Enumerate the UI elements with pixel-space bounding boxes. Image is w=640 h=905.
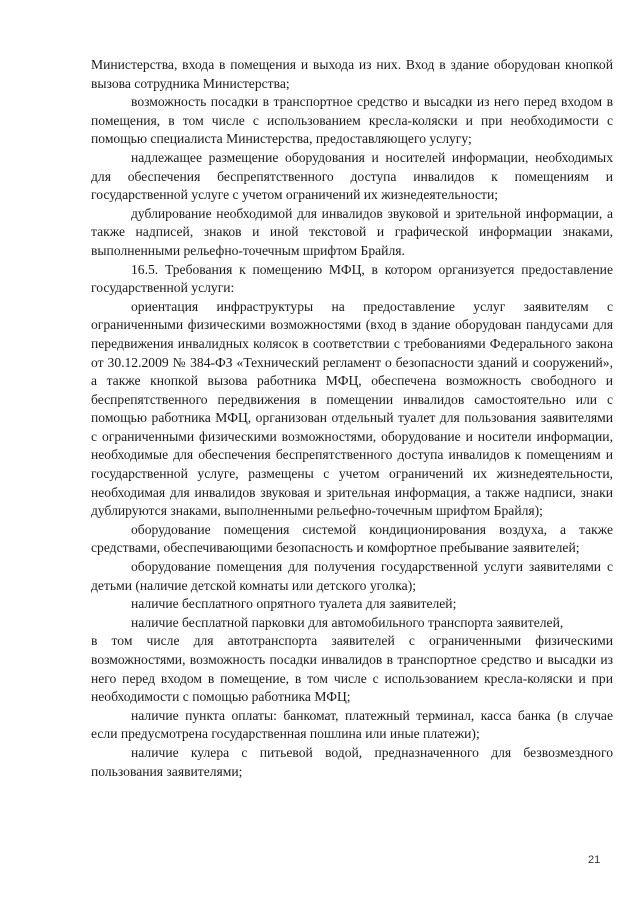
document-body <box>91 56 613 781</box>
paragraph-8: оборудование помещения для получения государственной услуги заявителями с детьми (наличие детской комнаты или детского уголка); <box>91 559 613 593</box>
paragraph-11: в том числе для автотранспорта заявителей с ограниченными физическими возможностями, возможность посадки инвалидов в транспортное средство и высадки из него перед входом в помещение, в том числе с использованием кресла-коляски и при необходимости с помощью работника МФЦ; <box>91 633 613 705</box>
paragraph-2: возможность посадки в транспортное средство и высадки из него перед входом в помещения, в том числе с использованием кресла-коляски и при необходимости с помощью специалиста Министерства, предоставляющего услугу; <box>91 94 613 147</box>
paragraph-13: наличие кулера с питьевой водой, предназначенного для безвозмездного пользования заявителями; <box>91 744 613 779</box>
paragraph-1: Министерства, входа в помещения и выхода из них. Вход в здание оборудован кнопкой вызова сотрудника Министерства; <box>91 57 613 91</box>
paragraph-3: надлежащее размещение оборудования и носителей информации, необходимых для обеспечения беспрепятственного доступа инвалидов к помещениям и государственной услуге с учетом ограничений их жизнедеятельности; <box>91 149 613 203</box>
paragraph-4: дублирование необходимой для инвалидов звуковой и зрительной информации, а также надписей, знаков и иной текстовой и графической информации знаками, выполненными рельефно-точечным шрифтом Брайля. <box>91 205 613 258</box>
paragraph-10: наличие бесплатной парковки для автомобильного транспорта заявителей, <box>131 614 564 630</box>
paragraph-7: оборудование помещения системой кондиционирования воздуха, а также средствами, обеспечивающими безопасность и комфортное пребывание заявителей; <box>91 521 613 556</box>
paragraph-6: ориентация инфраструктуры на предоставление услуг заявителям с ограниченными физическими возможностями (вход в здание оборудован пандусами для передвижения инвалидных колясок в соответствии с требованиями Федерального закона от 30.12.2009 № 384-ФЗ «Технический регламент о безопасности зданий и сооружений», а также кнопкой вызова работника МФЦ, обеспечена возможность свободного и беспрепятственного передвижения в помещении инвалидов самостоятельно или с помощью работника МФЦ, организован отдельный туалет для пользования заявителями с ограниченными физическими возможностями, оборудование и носители информации, необходимые для обеспечения беспрепятственного доступа инвалидов к помещениям и государственной услуге, размещены с учетом ограничений их жизнедеятельности, необходимая для инвалидов звуковая и зрительная информация, а также надписи, знаки дублируются знаками, выполненными рельефно-точечным шрифтом Брайля); <box>91 298 613 519</box>
page-number: 21 <box>588 854 601 866</box>
paragraph-9: наличие бесплатного опрятного туалета для заявителей; <box>131 596 457 612</box>
paragraph-12: наличие пункта оплаты: банкомат, платежный терминал, касса банка (в случае если предусмотрена государственная пошлина или иные платежи); <box>91 707 613 742</box>
section-heading-16-5: 16.5. Требования к помещению МФЦ, в котором организуется предоставление государственной услуги: <box>91 261 613 296</box>
